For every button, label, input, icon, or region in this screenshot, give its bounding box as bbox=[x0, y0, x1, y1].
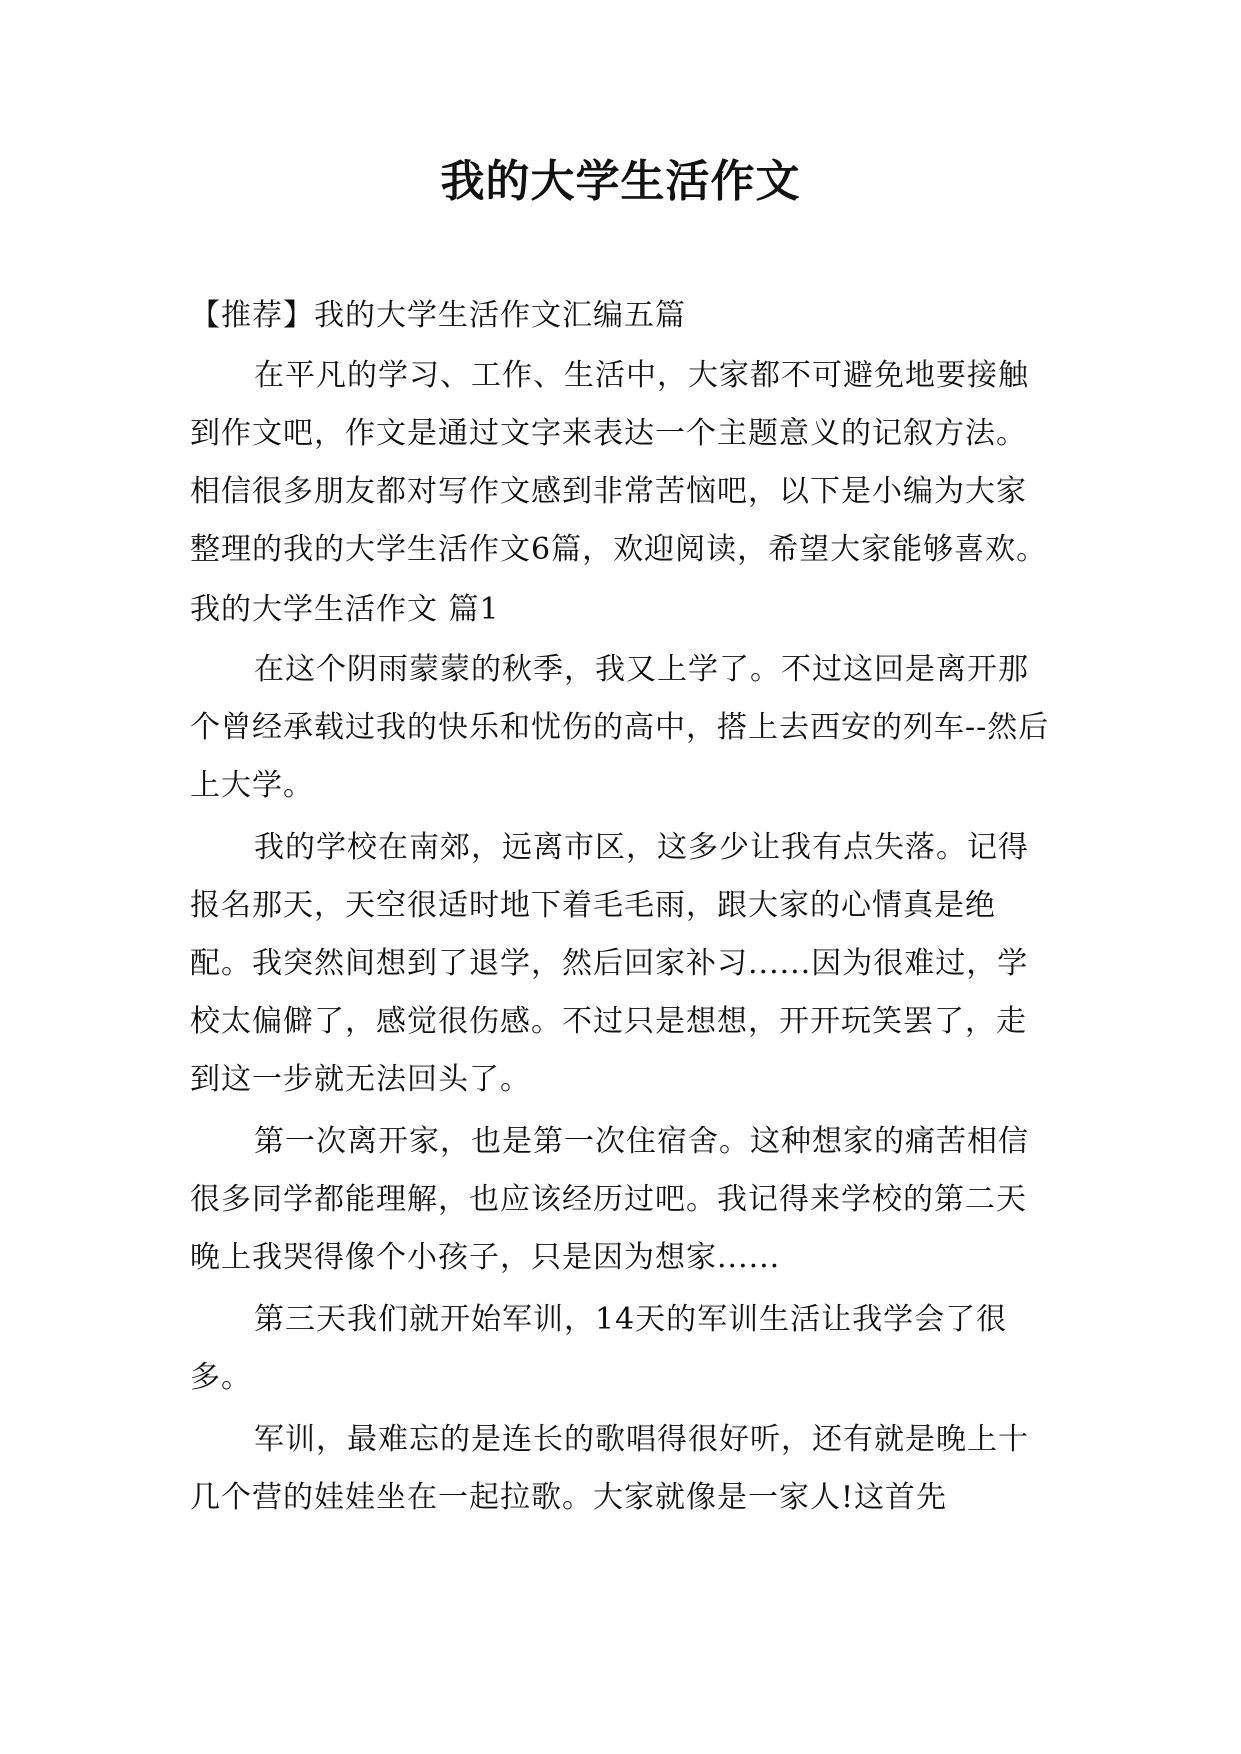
intro-paragraph: 在平凡的学习、工作、生活中，大家都不可避免地要接触到作文吧，作文是通过文字来表达一个主题意义的记叙方法。相信很多朋友都对写作文感到非常苦恼吧，以下是小编为大家整理的我的大学生活作文6篇，欢迎阅读，希望大家能够喜欢。 bbox=[190, 358, 1048, 567]
section-heading: 我的大学生活作文 篇1 bbox=[190, 592, 500, 627]
document-body bbox=[190, 287, 1050, 1527]
paragraph-5: 军训，最难忘的是连长的歌唱得很好听，还有就是晚上十几个营的娃娃坐在一起拉歌。大家就像是一家人!这首先 bbox=[190, 1422, 1029, 1515]
paragraph-1: 在这个阴雨蒙蒙的秋季，我又上学了。不过这回是离开那个曾经承载过我的快乐和忧伤的高中，搭上去西安的列车--然后上大学。 bbox=[190, 652, 1050, 803]
paragraph-2: 我的学校在南郊，远离市区，这多少让我有点失落。记得报名那天，天空很适时地下着毛毛雨，跟大家的心情真是绝配。我突然间想到了退学，然后回家补习......因为很难过，学校太偏僻了，感觉很伤感。不过只是想想，开开玩笑罢了，走到这一步就无法回头了。 bbox=[190, 830, 1029, 1097]
document-title: 我的大学生活作文 bbox=[440, 156, 801, 207]
paragraph-3: 第一次离开家，也是第一次住宿舍。这种想家的痛苦相信很多同学都能理解，也应该经历过吧。我记得来学校的第二天晚上我哭得像个小孩子，只是因为想家...... bbox=[190, 1124, 1029, 1275]
paragraph-4: 第三天我们就开始军训，14天的军训生活让我学会了很多。 bbox=[190, 1302, 1008, 1395]
subtitle: 【推荐】我的大学生活作文汇编五篇 bbox=[190, 298, 686, 333]
